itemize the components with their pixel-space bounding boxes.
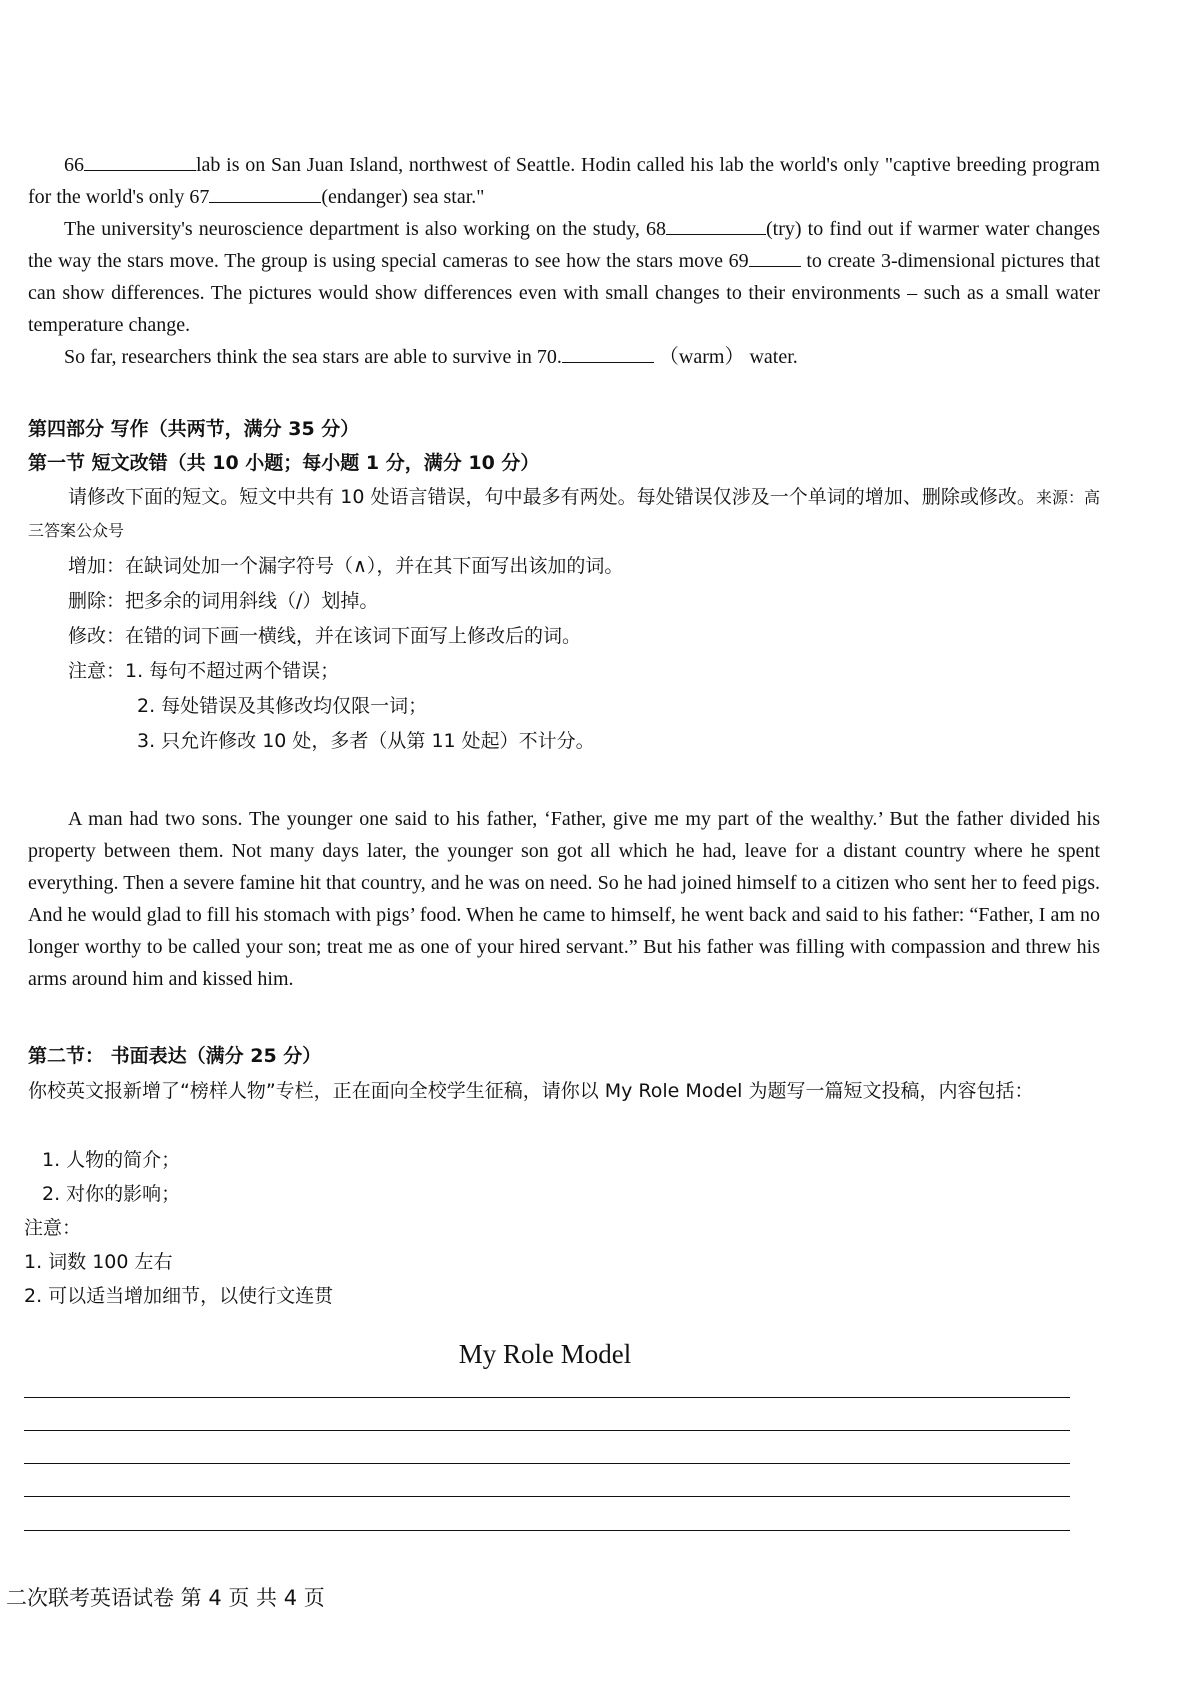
rule-modify: 修改：在错的词下画一横线，并在该词下面写上修改后的词。 xyxy=(68,625,582,647)
prompt-item-1: 1. 人物的简介； xyxy=(42,1149,181,1171)
part4-heading: 第四部分 写作（共两节，满分 35 分） xyxy=(28,418,360,440)
writing-line xyxy=(24,1530,1070,1531)
blank-number-66: 66 xyxy=(64,154,84,176)
page-footer: 二次联考英语试卷 第 4 页 共 4 页 xyxy=(6,1586,325,1610)
section1-heading: 第一节 短文改错（共 10 小题；每小题 1 分，满分 10 分） xyxy=(28,452,540,474)
writing-line xyxy=(24,1397,1070,1398)
cloze-text: lab is on San Juan Island, northwest of Seattle. Hodin called his lab the world's only "captive breeding program for the world's only 67 xyxy=(28,154,1100,208)
source-note: 来源：高三答案公众号 xyxy=(28,488,1100,540)
section2-prompt: 你校英文报新增了“榜样人物”专栏，正在面向全校学生征稿，请你以 My Role Model 为题写一篇短文投稿，内容包括： xyxy=(28,1080,1034,1102)
answer-blank-70 xyxy=(562,344,654,363)
writing-line xyxy=(24,1496,1070,1497)
note-1: 注意：1. 每句不超过两个错误； xyxy=(68,660,340,682)
cloze-paragraph-1 xyxy=(28,149,1100,213)
cloze-text: So far, researchers think the sea stars are able to survive in 70. xyxy=(64,346,562,368)
writing-line xyxy=(24,1463,1070,1464)
note-3: 3. 只允许修改 10 处，多者（从第 11 处起）不计分。 xyxy=(137,730,595,752)
answer-blank-66 xyxy=(84,152,196,171)
rule-delete: 删除：把多余的词用斜线（/）划掉。 xyxy=(68,590,379,612)
cloze-text: (try) to find out if warmer water changes the way the stars move. The group is using special cameras to see how the stars move 69 xyxy=(28,218,1100,272)
rule-add: 增加：在缺词处加一个漏字符号（∧），并在其下面写出该加的词。 xyxy=(68,555,624,577)
note-label: 注意： xyxy=(24,1217,82,1239)
answer-blank-69 xyxy=(749,248,801,267)
cloze-text: The university's neuroscience department is also working on the study, 68 xyxy=(64,218,666,240)
prompt-item-2: 2. 对你的影响； xyxy=(42,1183,181,1205)
writing-line xyxy=(24,1430,1070,1431)
answer-blank-67 xyxy=(209,184,321,203)
section2-note-1: 1. 词数 100 左右 xyxy=(24,1251,173,1273)
cloze-paragraph-3 xyxy=(28,341,1100,373)
cloze-text: (endanger) sea star." xyxy=(321,186,485,208)
section2-heading: 第二节： 书面表达（满分 25 分） xyxy=(28,1045,322,1067)
cloze-text: to create 3-dimensional pictures that can show differences. The pictures would show differences even with small changes to their environments – such as a small water temperature change. xyxy=(28,250,1100,336)
error-correction-passage: A man had two sons. The younger one said to his father, ‘Father, give me my part of the wealthy.’ But the father divided his property between them. Not many days later, the younger son got all which he had, leave for a distant country where he spent everything. Then a severe famine hit that country, and he was on need. So he had joined himself to a citizen who sent her to feed pigs. And he would glad to fill his stomach with pigs’ food. When he came to himself, he went back and said to his father: “Father, I am no longer worthy to be called your son; treat me as one of your hired servant.” But his father was filling with compassion and threw his arms around him and kissed him. xyxy=(28,808,1100,990)
cloze-text: （warm） water. xyxy=(653,346,798,368)
note-2: 2. 每处错误及其修改均仅限一词； xyxy=(137,695,428,717)
section2-note-2: 2. 可以适当增加细节，以使行文连贯 xyxy=(24,1285,334,1307)
section1-instruction: 请修改下面的短文。短文中共有 10 处语言错误，句中最多有两处。每处错误仅涉及一个单词的增加、删除或修改。来源：高三答案公众号 xyxy=(28,486,1100,540)
answer-blank-68 xyxy=(666,216,766,235)
essay-title: My Role Model xyxy=(458,1339,632,1369)
cloze-paragraph-2 xyxy=(28,213,1100,341)
